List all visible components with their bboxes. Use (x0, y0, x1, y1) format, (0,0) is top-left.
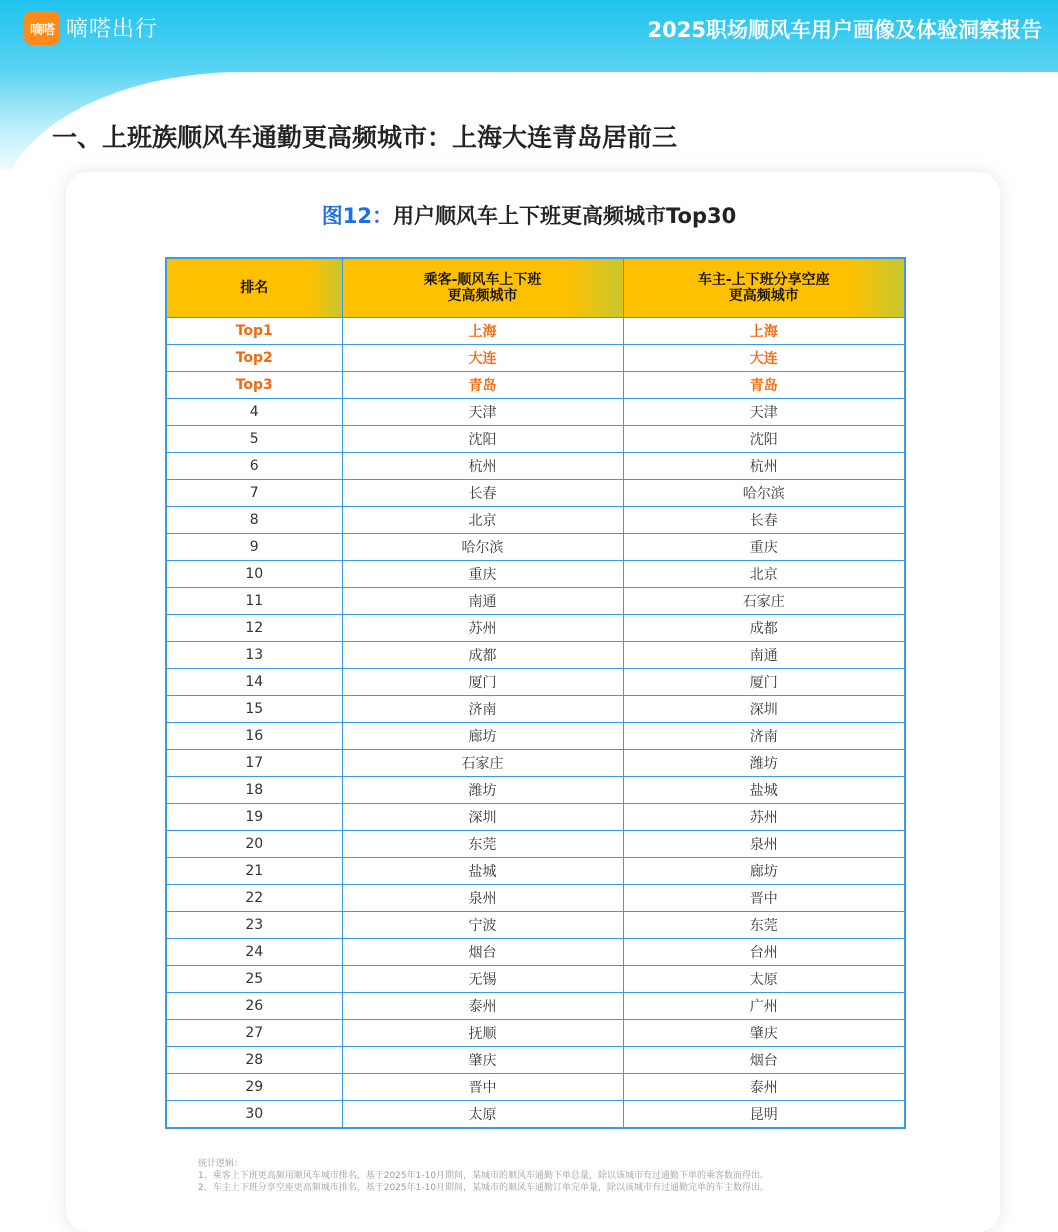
table-row (166, 507, 905, 534)
passenger-city-cell: 烟台 (342, 939, 623, 966)
table-header-row (166, 258, 905, 318)
driver-city-cell: 廊坊 (623, 858, 905, 885)
section-heading: 一、上班族顺风车通勤更高频城市：上海大连青岛居前三 (52, 123, 678, 152)
passenger-city-cell: 北京 (342, 507, 623, 534)
driver-city-cell: 厦门 (623, 669, 905, 696)
passenger-city-cell: 成都 (342, 642, 623, 669)
passenger-city-cell: 济南 (342, 696, 623, 723)
figure-title (0, 200, 1058, 230)
rank-cell: 4 (166, 399, 342, 426)
report-title: 2025职场顺风车用户画像及体验洞察报告 (647, 18, 1042, 42)
table-row (166, 939, 905, 966)
passenger-city-cell: 盐城 (342, 858, 623, 885)
table-row (166, 318, 905, 345)
table-row (166, 615, 905, 642)
table-row (166, 966, 905, 993)
passenger-city-cell: 重庆 (342, 561, 623, 588)
driver-city-cell: 成都 (623, 615, 905, 642)
passenger-city-cell: 东莞 (342, 831, 623, 858)
table-row (166, 831, 905, 858)
passenger-city-cell: 肇庆 (342, 1047, 623, 1074)
rank-cell: 9 (166, 534, 342, 561)
rank-cell: 12 (166, 615, 342, 642)
table-row (166, 723, 905, 750)
passenger-city-cell: 潍坊 (342, 777, 623, 804)
passenger-city-cell: 杭州 (342, 453, 623, 480)
driver-city-cell: 长春 (623, 507, 905, 534)
passenger-city-cell: 宁波 (342, 912, 623, 939)
logo-icon: 嘀嗒 (24, 11, 60, 45)
rank-cell: 25 (166, 966, 342, 993)
passenger-city-cell: 青岛 (342, 372, 623, 399)
figure-caption: 用户顺风车上下班更高频城市Top30 (393, 204, 737, 228)
table-row (166, 993, 905, 1020)
table-row (166, 858, 905, 885)
driver-city-cell: 深圳 (623, 696, 905, 723)
driver-city-cell: 重庆 (623, 534, 905, 561)
table-row (166, 804, 905, 831)
passenger-city-cell: 晋中 (342, 1074, 623, 1101)
passenger-city-cell: 泰州 (342, 993, 623, 1020)
driver-city-cell: 肇庆 (623, 1020, 905, 1047)
table-body (166, 318, 905, 1129)
driver-city-cell: 天津 (623, 399, 905, 426)
passenger-city-cell: 南通 (342, 588, 623, 615)
header-driver (623, 258, 905, 318)
driver-city-cell: 济南 (623, 723, 905, 750)
rank-cell: 10 (166, 561, 342, 588)
passenger-city-cell: 廊坊 (342, 723, 623, 750)
rank-cell: 18 (166, 777, 342, 804)
table-row (166, 480, 905, 507)
driver-city-cell: 北京 (623, 561, 905, 588)
table-row (166, 642, 905, 669)
table-row (166, 345, 905, 372)
table-row (166, 669, 905, 696)
table-row (166, 885, 905, 912)
passenger-city-cell: 厦门 (342, 669, 623, 696)
header-rank: 排名 (166, 258, 342, 318)
table-row (166, 750, 905, 777)
driver-city-cell: 太原 (623, 966, 905, 993)
passenger-city-cell: 天津 (342, 399, 623, 426)
header-passenger (342, 258, 623, 318)
driver-city-cell: 哈尔滨 (623, 480, 905, 507)
passenger-city-cell: 无锡 (342, 966, 623, 993)
footnotes (198, 1158, 958, 1194)
driver-city-cell: 广州 (623, 993, 905, 1020)
table-row (166, 399, 905, 426)
driver-city-cell: 泉州 (623, 831, 905, 858)
passenger-city-cell: 大连 (342, 345, 623, 372)
rank-cell: Top3 (166, 372, 342, 399)
brand-name: 嘀嗒出行 (66, 17, 159, 42)
passenger-city-cell: 泉州 (342, 885, 623, 912)
table-row (166, 912, 905, 939)
driver-city-cell: 青岛 (623, 372, 905, 399)
rank-cell: Top2 (166, 345, 342, 372)
driver-city-cell: 台州 (623, 939, 905, 966)
header-passenger-line1: 乘客-顺风车上下班 (423, 272, 542, 288)
driver-city-cell: 上海 (623, 318, 905, 345)
passenger-city-cell: 长春 (342, 480, 623, 507)
rank-cell: 7 (166, 480, 342, 507)
table-row (166, 372, 905, 399)
rank-cell: 20 (166, 831, 342, 858)
city-ranking-table (165, 257, 906, 1129)
rank-cell: 6 (166, 453, 342, 480)
rank-cell: 27 (166, 1020, 342, 1047)
driver-city-cell: 石家庄 (623, 588, 905, 615)
rank-cell: 19 (166, 804, 342, 831)
driver-city-cell: 东莞 (623, 912, 905, 939)
passenger-city-cell: 苏州 (342, 615, 623, 642)
figure-number: 图12： (321, 204, 393, 228)
rank-cell: 14 (166, 669, 342, 696)
table-row (166, 696, 905, 723)
driver-city-cell: 大连 (623, 345, 905, 372)
table-row (166, 1101, 905, 1129)
passenger-city-cell: 抚顺 (342, 1020, 623, 1047)
driver-city-cell: 潍坊 (623, 750, 905, 777)
passenger-city-cell: 上海 (342, 318, 623, 345)
rank-cell: Top1 (166, 318, 342, 345)
table-row (166, 588, 905, 615)
notes-line-2: 2、车主上下班分享空座更高频城市排名，基于2025年1-10月期间，某城市的顺风车通勤订单完单量，除以该城市有过通勤完单的车主数得出。 (198, 1183, 770, 1193)
driver-city-cell: 南通 (623, 642, 905, 669)
rank-cell: 24 (166, 939, 342, 966)
passenger-city-cell: 深圳 (342, 804, 623, 831)
driver-city-cell: 盐城 (623, 777, 905, 804)
driver-city-cell: 泰州 (623, 1074, 905, 1101)
driver-city-cell: 苏州 (623, 804, 905, 831)
notes-line-1: 1、乘客上下班更高频用顺风车城市排名，基于2025年1-10月期间，某城市的顺风车通勤下单总量，除以该城市有过通勤下单的乘客数而得出。 (198, 1171, 770, 1181)
rank-cell: 21 (166, 858, 342, 885)
table-row (166, 534, 905, 561)
table-row (166, 1074, 905, 1101)
table-row (166, 453, 905, 480)
header-passenger-line2: 更高频城市 (447, 288, 518, 304)
driver-city-cell: 昆明 (623, 1101, 905, 1129)
driver-city-cell: 沈阳 (623, 426, 905, 453)
rank-cell: 11 (166, 588, 342, 615)
driver-city-cell: 烟台 (623, 1047, 905, 1074)
rank-cell: 22 (166, 885, 342, 912)
rank-cell: 5 (166, 426, 342, 453)
rank-cell: 15 (166, 696, 342, 723)
rank-cell: 26 (166, 993, 342, 1020)
passenger-city-cell: 沈阳 (342, 426, 623, 453)
rank-cell: 29 (166, 1074, 342, 1101)
table-row (166, 1047, 905, 1074)
header-driver-line2: 更高频城市 (728, 288, 799, 304)
rank-cell: 28 (166, 1047, 342, 1074)
rank-cell: 16 (166, 723, 342, 750)
notes-title: 统计逻辑： (198, 1159, 244, 1169)
passenger-city-cell: 哈尔滨 (342, 534, 623, 561)
table-row (166, 426, 905, 453)
rank-cell: 8 (166, 507, 342, 534)
header-driver-line1: 车主-上下班分享空座 (697, 272, 830, 288)
table-row (166, 777, 905, 804)
rank-cell: 23 (166, 912, 342, 939)
table-row (166, 561, 905, 588)
driver-city-cell: 杭州 (623, 453, 905, 480)
rank-cell: 17 (166, 750, 342, 777)
passenger-city-cell: 太原 (342, 1101, 623, 1129)
rank-cell: 30 (166, 1101, 342, 1129)
rank-cell: 13 (166, 642, 342, 669)
driver-city-cell: 晋中 (623, 885, 905, 912)
table-row (166, 1020, 905, 1047)
passenger-city-cell: 石家庄 (342, 750, 623, 777)
